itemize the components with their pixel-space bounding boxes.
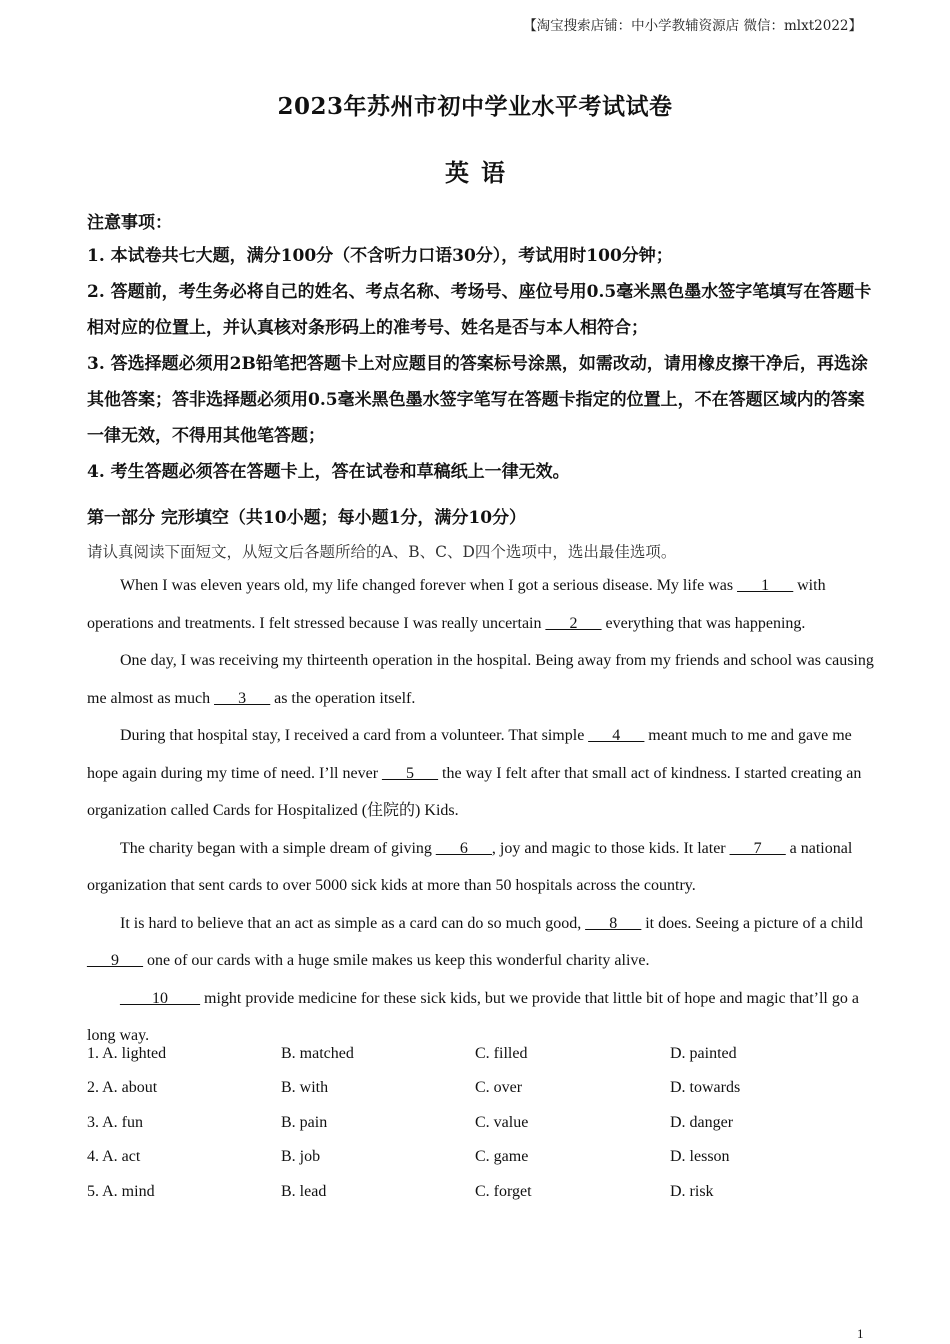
passage-paragraph: During that hospital stay, I received a card from a volunteer. That simple ___4___ meant much to me and gave me hope again during my time of need. I’ll never ___5___ the way I felt after that small act of kindness. I started creating an organization called Cards for Hospitalized (住院的) Kids.	[87, 727, 862, 819]
blank: ___5___	[382, 764, 439, 782]
passage-paragraph: ____10____ might provide medicine for these sick kids, but we provide that little bit of hope and magic that’ll go a long way.	[87, 989, 859, 1044]
option-d: D. risk	[670, 1183, 714, 1200]
notice-item: 4. 考生答题必须答在答题卡上，答在试卷和草稿纸上一律无效。	[87, 462, 570, 482]
option-a: 5. A. mind	[87, 1183, 155, 1200]
option-b: B. lead	[281, 1183, 327, 1200]
notice-list	[87, 238, 877, 490]
question-5-options	[87, 1183, 877, 1213]
blank: ___7___	[729, 839, 786, 857]
option-c: C. game	[475, 1148, 529, 1165]
passage-paragraph: When I was eleven years old, my life changed forever when I got a serious disease. My life was ___1___ with operations and treatments. I felt stressed because I was really uncertain ___2___ everything that was happening.	[87, 577, 826, 632]
option-d: D. danger	[670, 1114, 734, 1131]
notice-heading: 注意事项：	[87, 213, 172, 233]
blank: ___8___	[585, 914, 642, 932]
subject-title: 英语	[445, 158, 517, 187]
blank: ___6___	[435, 839, 492, 857]
option-b: B. job	[281, 1148, 321, 1165]
part-one-instruction: 请认真阅读下面短文，从短文后各题所给的A、B、C、D四个选项中，选出最佳选项。	[87, 543, 677, 561]
option-a: 1. A. lighted	[87, 1045, 167, 1062]
passage-paragraph: It is hard to believe that an act as simple as a card can do so much good, ___8___ it does. Seeing a picture of a child ___9___ one of our cards with a huge smile makes us keep this wonderful charity alive.	[87, 914, 863, 969]
exam-title: 2023年苏州市初中学业水平考试试卷	[277, 93, 673, 120]
page-number: 1	[857, 1326, 864, 1341]
question-1-options	[87, 1045, 877, 1075]
header-note: 【淘宝搜索店铺：中小学教辅资源店 微信：mlxt2022】	[523, 18, 862, 34]
option-d: D. towards	[670, 1079, 741, 1096]
option-b: B. pain	[281, 1114, 328, 1131]
option-c: C. over	[475, 1079, 523, 1096]
option-a: 2. A. about	[87, 1079, 158, 1096]
passage-paragraph: One day, I was receiving my thirteenth operation in the hospital. Being away from my friends and school was causing me almost as much ___3___ as the operation itself.	[87, 652, 874, 707]
question-3-options	[87, 1114, 877, 1144]
blank: ___1___	[737, 577, 794, 594]
notice-item: 2. 答题前，考生务必将自己的姓名、考点名称、考场号、座位号用0.5毫米黑色墨水签字笔填写在答题卡相对应的位置上，并认真核对条形码上的准考号、姓名是否与本人相符合；	[87, 282, 872, 338]
option-c: C. forget	[475, 1183, 532, 1200]
question-4-options	[87, 1148, 877, 1178]
blank: ___4___	[588, 727, 645, 744]
option-a: 3. A. fun	[87, 1114, 143, 1131]
question-2-options	[87, 1079, 877, 1109]
option-d: D. painted	[670, 1045, 737, 1062]
cloze-passage	[87, 567, 877, 1055]
notice-item: 1. 本试卷共七大题，满分100分（不含听力口语30分），考试用时100分钟；	[87, 246, 673, 266]
blank: ___9___	[87, 952, 143, 969]
blank: ___2___	[545, 614, 602, 632]
option-c: C. filled	[475, 1045, 528, 1062]
part-one-title: 第一部分 完形填空（共10小题；每小题1分，满分10分）	[87, 508, 527, 528]
option-d: D. lesson	[670, 1148, 730, 1165]
notice-item: 3. 答选择题必须用2B铅笔把答题卡上对应题目的答案标号涂黑，如需改动，请用橡皮擦干净后，再选涂其他答案；答非选择题必须用0.5毫米黑色墨水签字笔写在答题卡指定的位置上，不在答题区域内的答案一律无效，不得用其他笔答题；	[87, 354, 868, 446]
passage-paragraph: The charity began with a simple dream of giving ___6___, joy and magic to those kids. It later ___7___ a national organization that sent cards to over 5000 sick kids at more than 50 hospitals across the country.	[87, 839, 853, 894]
blank: ____10____	[120, 989, 200, 1007]
blank: ___3___	[214, 689, 271, 707]
option-c: C. value	[475, 1114, 529, 1131]
option-b: B. with	[281, 1079, 329, 1096]
option-b: B. matched	[281, 1045, 354, 1062]
option-a: 4. A. act	[87, 1148, 141, 1165]
